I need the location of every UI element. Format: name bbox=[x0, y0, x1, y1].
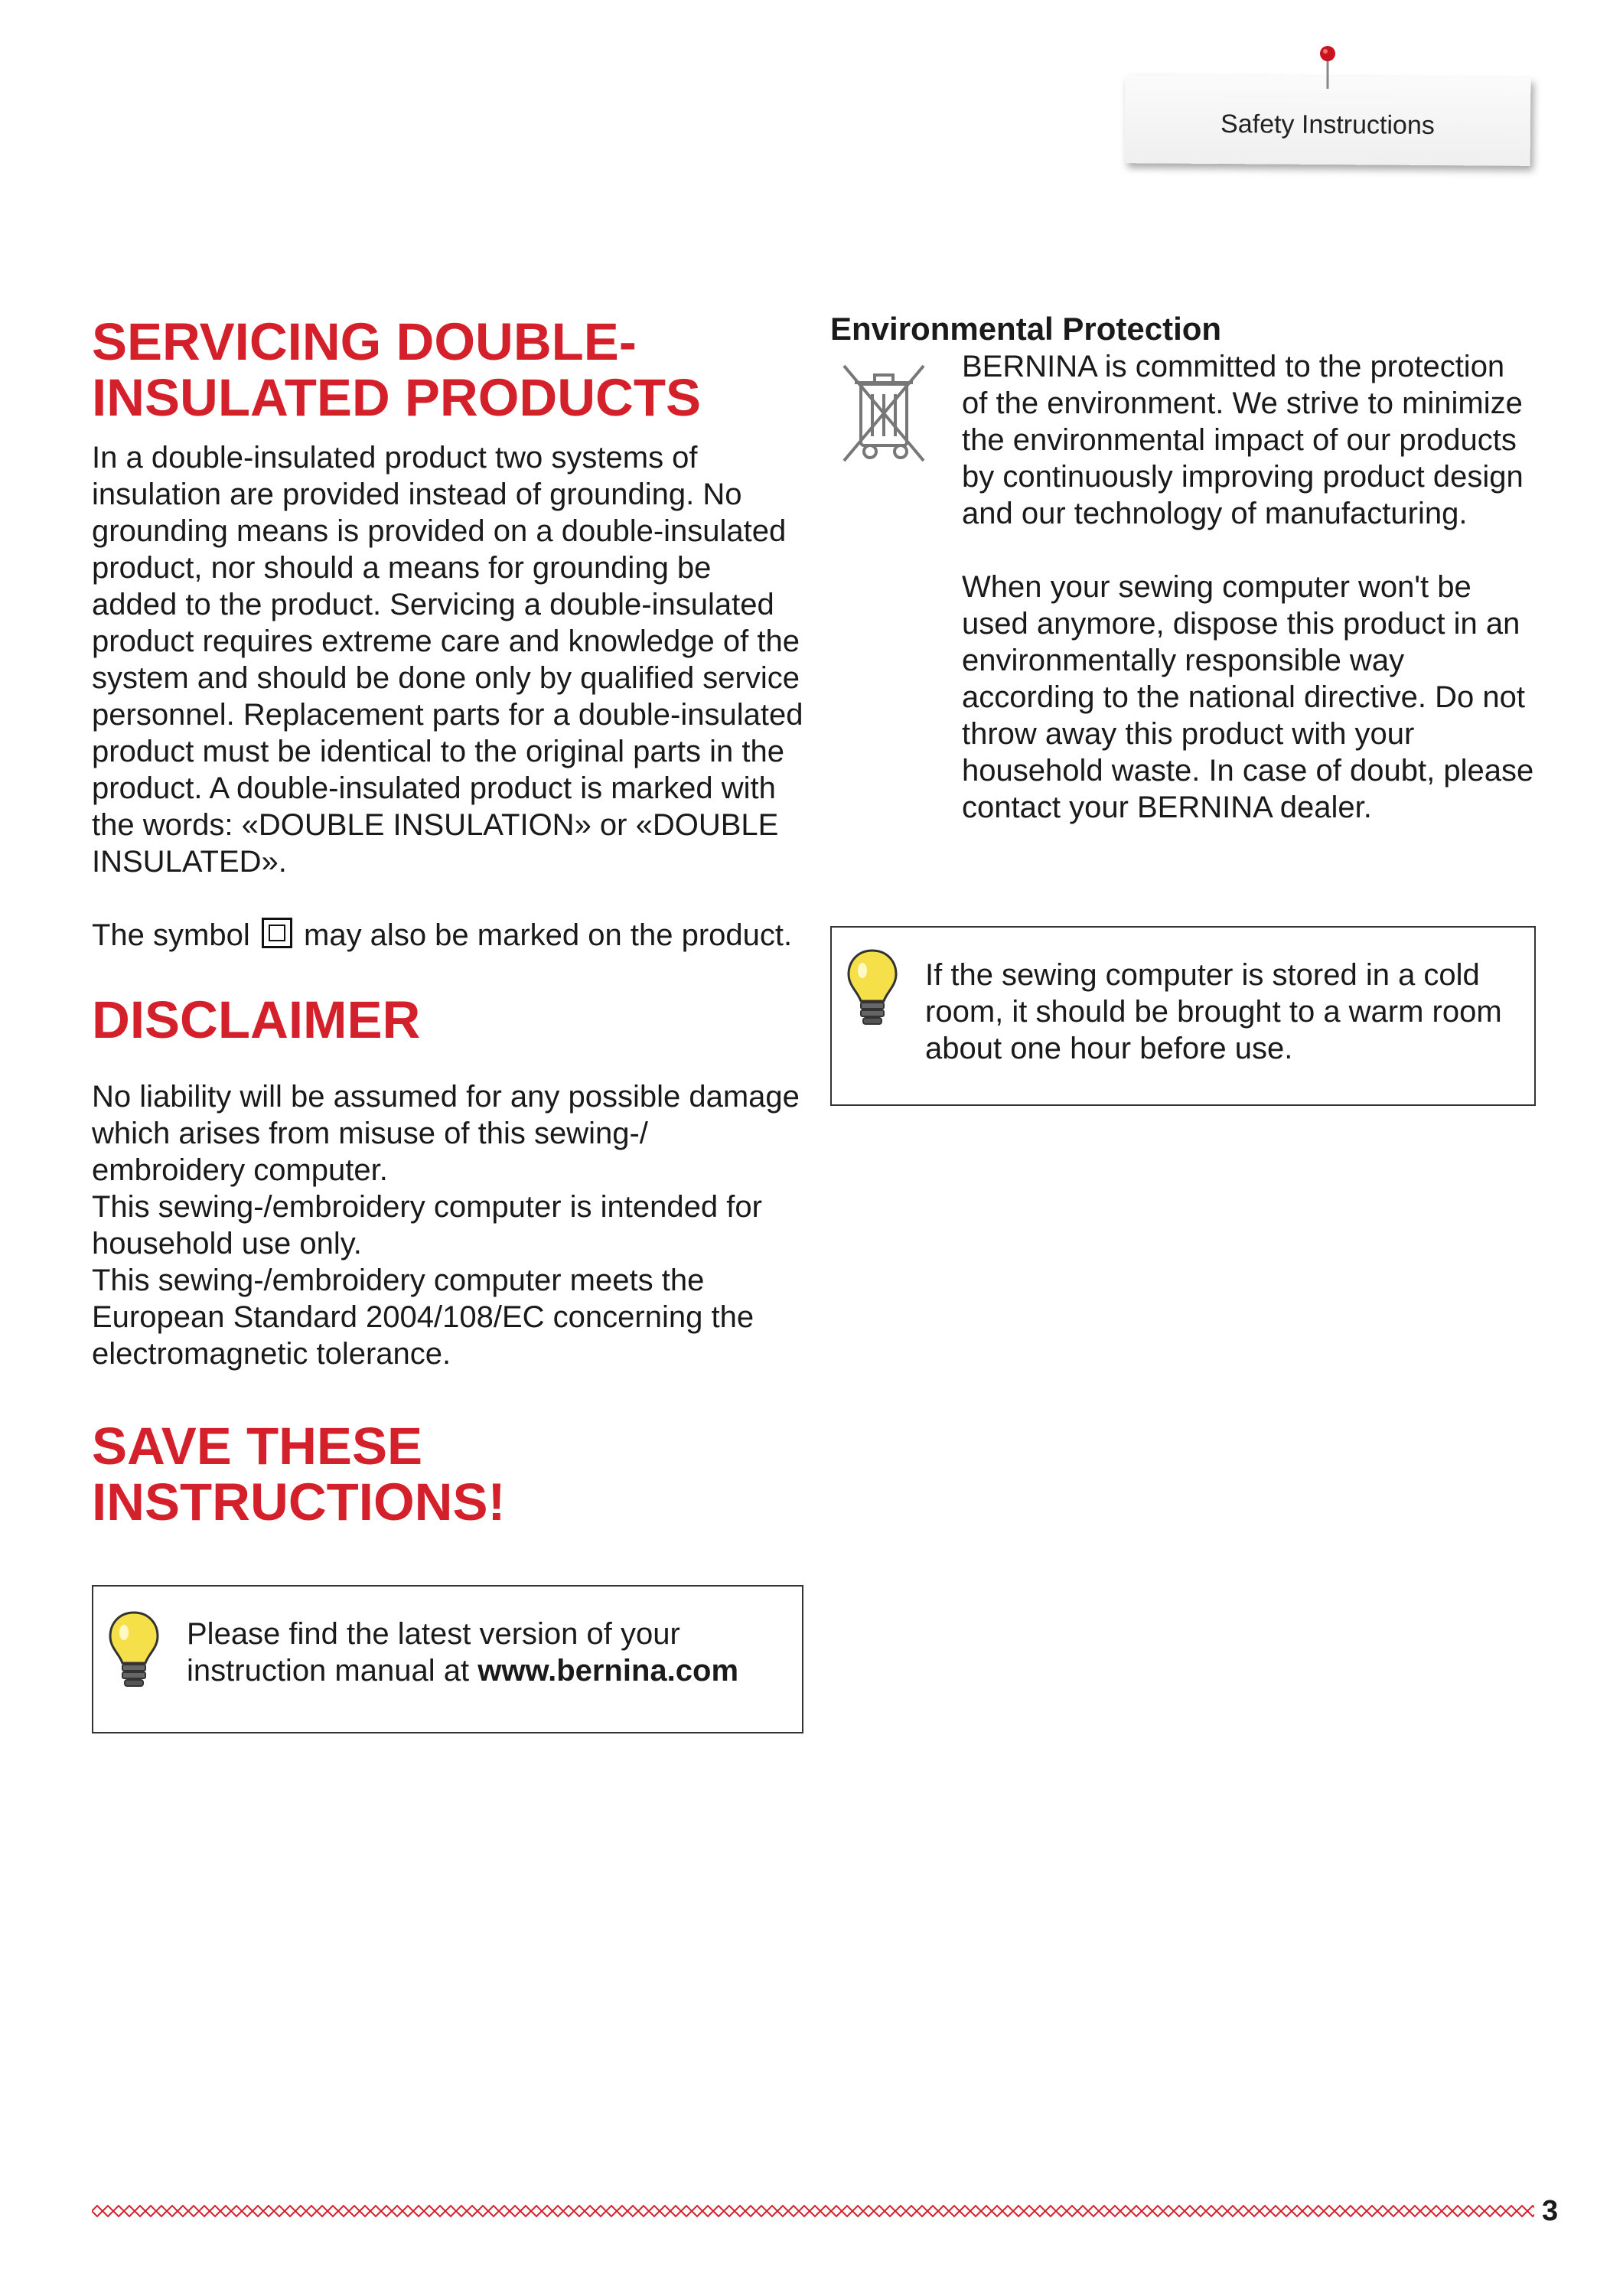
cold-room-note bbox=[830, 926, 1536, 1106]
crossed-out-bin-icon bbox=[838, 360, 930, 467]
latest-manual-sentence: Please find the latest version of your instruction manual at bbox=[187, 1617, 680, 1688]
cold-room-text: If the sewing computer is stored in a cold room, it should be brought to a warm room about one hour before use. bbox=[925, 958, 1502, 1065]
lightbulb-icon bbox=[846, 947, 899, 1032]
environment-paragraph-1: BERNINA is committed to the protection of the environment. We strive to minimize the environmental impact of our products by continuously improving product design and our technology of manufacturing. bbox=[962, 350, 1524, 530]
environment-paragraph-2: When your sewing computer won't be used anymore, dispose this product in an environmentally responsible way according to the national directive. Do not throw away this product with your household waste. In case of doubt, please contact your BERNINA dealer. bbox=[962, 570, 1534, 824]
environment-text bbox=[962, 348, 1534, 826]
disclaimer-heading: DISCLAIMER bbox=[92, 990, 421, 1049]
symbol-paragraph bbox=[92, 917, 803, 954]
save-heading-line1: SAVE THESE bbox=[92, 1417, 422, 1476]
page-number: 3 bbox=[1542, 2195, 1559, 2227]
symbol-text-before: The symbol bbox=[92, 918, 250, 952]
pushpin-icon bbox=[1316, 44, 1339, 90]
disclaimer-line-3: This sewing-/embroidery computer meets the European Standard 2004/108/EC concerning the electromagnetic tolerance. bbox=[92, 1264, 754, 1371]
bernina-website-link[interactable]: www.bernina.com bbox=[477, 1654, 739, 1688]
servicing-heading-line2: INSULATED PRODUCTS bbox=[92, 368, 702, 427]
environment-heading: Environmental Protection bbox=[830, 311, 1222, 347]
servicing-heading-line1: SERVICING DOUBLE- bbox=[92, 312, 637, 371]
latest-manual-text bbox=[187, 1616, 784, 1689]
save-heading-line2: INSTRUCTIONS! bbox=[92, 1473, 506, 1531]
disclaimer-line-1: No liability will be assumed for any possible damage which arises from misuse of this sewing-/ embroidery computer. bbox=[92, 1080, 800, 1187]
servicing-heading bbox=[92, 314, 803, 426]
latest-manual-note bbox=[92, 1585, 803, 1733]
symbol-text-after: may also be marked on the product. bbox=[304, 918, 793, 952]
lightbulb-icon bbox=[107, 1609, 161, 1694]
section-tab-label: Safety Instructions bbox=[1220, 109, 1435, 140]
left-column bbox=[92, 314, 803, 1733]
disclaimer-line-2: This sewing-/embroidery computer is intended for household use only. bbox=[92, 1190, 762, 1261]
disclaimer-text bbox=[92, 1078, 803, 1372]
footer-decorative-line bbox=[92, 2204, 1534, 2218]
save-heading bbox=[92, 1418, 803, 1530]
right-column bbox=[830, 310, 1534, 1065]
double-insulation-symbol-icon bbox=[262, 918, 292, 948]
servicing-paragraph: In a double-insulated product two systems of insulation are provided instead of grounding. No grounding means is provided on a double-insulated product, nor should a means for grounding be added to the product. Servicing a double-insulated product requires extreme care and knowledge of the system and should be done only by qualified service personnel. Replacement parts for a double-insulated product must be identical to the original parts in the product. A double-insulated product is marked with the words: «DOUBLE INSULATION» or «DOUBLE INSULATED». bbox=[92, 441, 803, 879]
